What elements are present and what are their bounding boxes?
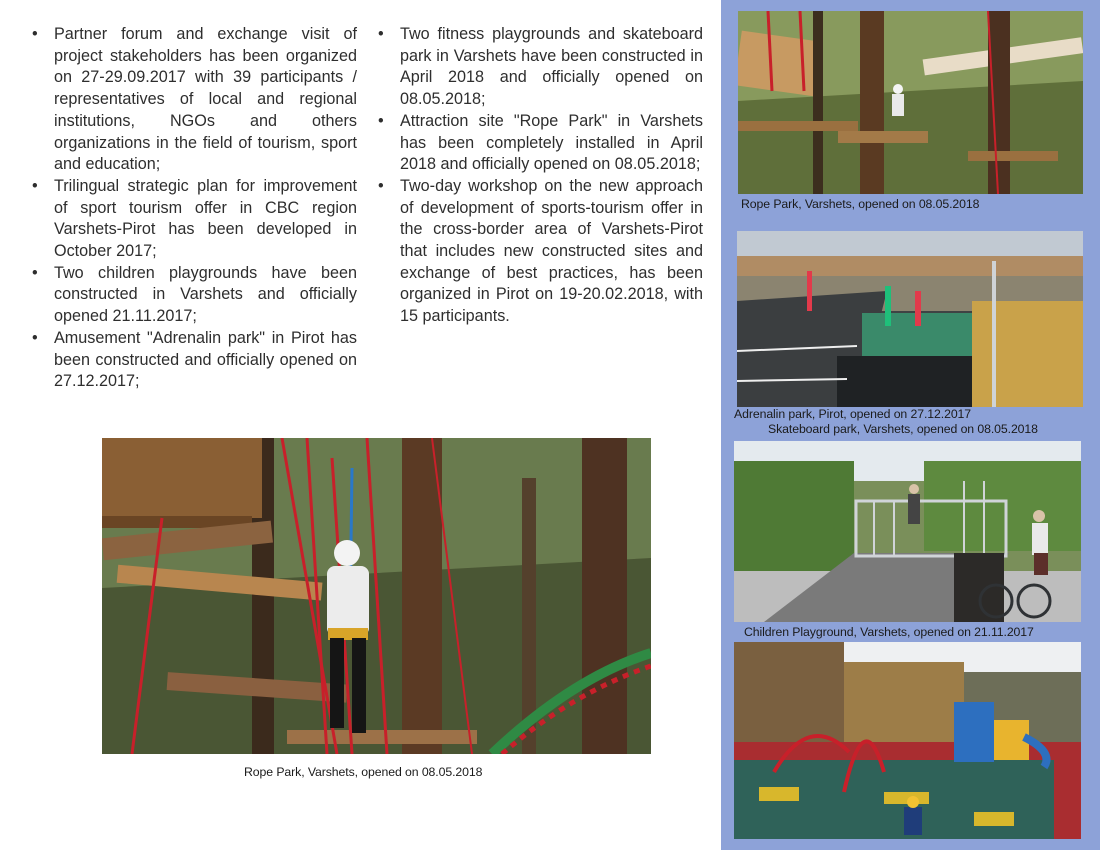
achievement-list-left xyxy=(32,24,357,393)
list-item: • Trilingual strategic plan for improvement of sport tourism offer in CBC region Varshets-Pirot has been developed in October 2017; xyxy=(32,176,357,263)
list-item: • Partner forum and exchange visit of project stakeholders has been organized on 27-29.09.2017 with 39 participants / representatives of local and regional institutions, NGOs and others organizations in the field of tourism, sport and education; xyxy=(32,24,357,176)
achievement-list-right xyxy=(378,24,703,328)
children-playground-caption: Children Playground, Varshets, opened on 21.11.2017 xyxy=(744,625,1034,639)
left-text-column xyxy=(32,24,357,393)
rope-park-photo xyxy=(102,438,651,754)
adrenalin-park-illustration xyxy=(737,231,1083,407)
rope-park-caption: Rope Park, Varshets, opened on 08.05.2018 xyxy=(244,765,483,779)
adrenalin-park-photo xyxy=(737,231,1083,407)
children-playground-photo xyxy=(734,642,1081,839)
children-playground-illustration xyxy=(734,642,1081,839)
list-item: • Attraction site "Rope Park" in Varshets has been completely installed in April 2018 and officially opened on 08.05.2018; xyxy=(378,111,703,176)
skateboard-park-photo xyxy=(734,441,1081,622)
rope-park-side-photo xyxy=(738,11,1083,194)
list-item: • Two-day workshop on the new approach of development of sports-tourism offer in the cross-border area of Varshets-Pirot that includes new constructed sites and exchange of best practices, has been organized in Pirot on 19-20.02.2018, with 15 participants. xyxy=(378,176,703,328)
right-text-column xyxy=(378,24,703,328)
adrenalin-park-caption: Adrenalin park, Pirot, opened on 27.12.2017 xyxy=(734,407,972,421)
list-item: • Amusement "Adrenalin park" in Pirot has been constructed and officially opened on 27.12.2017; xyxy=(32,328,357,393)
skateboard-park-caption: Skateboard park, Varshets, opened on 08.05.2018 xyxy=(768,422,1038,436)
list-item: • Two fitness playgrounds and skateboard park in Varshets have been constructed in April 2018 and officially opened on 08.05.2018; xyxy=(378,24,703,111)
rope-park-side-caption: Rope Park, Varshets, opened on 08.05.2018 xyxy=(741,197,980,211)
rope-park-illustration xyxy=(102,438,651,754)
skateboard-park-illustration xyxy=(734,441,1081,622)
rope-park-side-illustration xyxy=(738,11,1083,194)
list-item: • Two children playgrounds have been constructed in Varshets and officially opened 21.11.2017; xyxy=(32,263,357,328)
